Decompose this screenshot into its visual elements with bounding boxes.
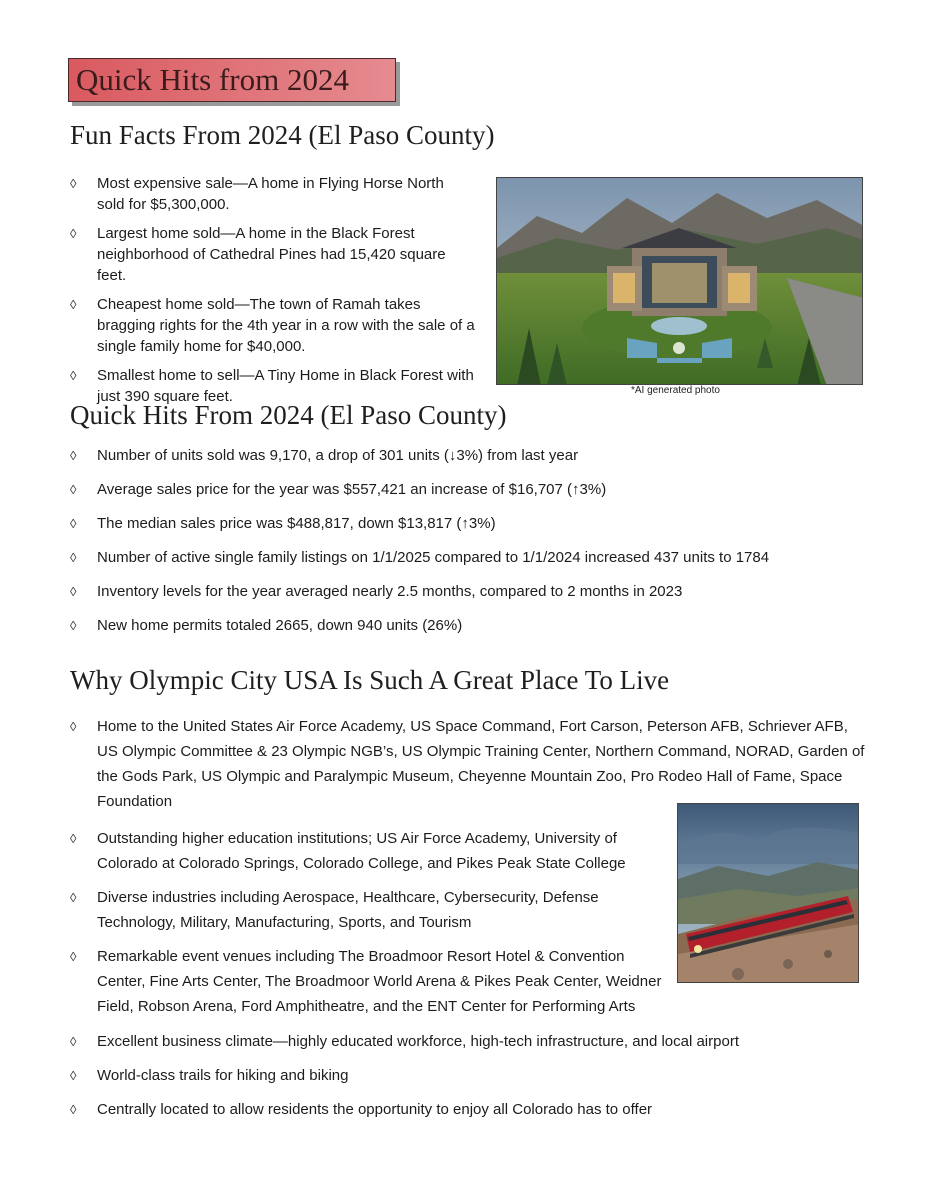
banner-title: Quick Hits from 2024 — [76, 62, 349, 97]
bullet-diamond-icon: ◊ — [70, 1102, 77, 1117]
bullet-diamond-icon: ◊ — [70, 890, 77, 905]
quick-hits-heading: Quick Hits From 2024 (El Paso County) — [70, 400, 507, 430]
olympic-city-list-bottom — [70, 1031, 870, 1120]
list-item: ◊ Diverse industries including Aerospace, Healthcare, Cybersecurity, Defense Technology, Military, Manufacturing, Sports, and Tourism — [70, 885, 670, 935]
list-item: ◊ Cheapest home sold—The town of Ramah takes bragging rights for the 4th year in a row with the sale of a single family home for $40,000. — [70, 296, 475, 355]
olympic-city-list-top — [70, 714, 865, 814]
bullet-diamond-icon: ◊ — [70, 226, 77, 241]
bullet-diamond-icon: ◊ — [70, 949, 77, 964]
list-item: ◊ Excellent business climate—highly educated workforce, high-tech infrastructure, and local airport — [70, 1033, 739, 1050]
page-banner — [68, 58, 396, 102]
mansion-photo — [496, 177, 863, 385]
list-item: ◊ Average sales price for the year was $557,421 an increase of $16,707 (↑3%) — [70, 481, 607, 498]
bullet-diamond-icon: ◊ — [70, 831, 77, 846]
list-item: ◊ Centrally located to allow residents the opportunity to enjoy all Colorado has to offer — [70, 1101, 653, 1118]
bullet-diamond-icon: ◊ — [70, 482, 77, 497]
list-item: ◊ Largest home sold—A home in the Black Forest neighborhood of Cathedral Pines had 15,420 square feet. — [70, 225, 446, 284]
fun-facts-list — [70, 173, 475, 407]
fun-facts-heading: Fun Facts From 2024 (El Paso County) — [70, 120, 495, 150]
list-item: ◊ The median sales price was $488,817, down $13,817 (↑3%) — [70, 515, 496, 532]
list-item: ◊ Smallest home to sell—A Tiny Home in Black Forest with just 390 square feet. — [70, 367, 474, 405]
bullet-diamond-icon: ◊ — [70, 176, 77, 191]
list-item: ◊ Inventory levels for the year averaged nearly 2.5 months, compared to 2 months in 2023 — [70, 583, 683, 600]
bullet-diamond-icon: ◊ — [70, 1034, 77, 1049]
bullet-diamond-icon: ◊ — [70, 448, 77, 463]
list-item: ◊ Remarkable event venues including The Broadmoor Resort Hotel & Convention Center, Fine Arts Center, The Broadmoor World Arena & Pikes Peak Center, Weidner Field, Robson Arena, Ford Amphitheatre, and the ENT Center for Performing Arts — [70, 944, 670, 1019]
bullet-diamond-icon: ◊ — [70, 550, 77, 565]
list-item: ◊ Number of active single family listings on 1/1/2025 compared to 1/1/2024 increased 437 units to 1784 — [70, 549, 770, 566]
bullet-diamond-icon: ◊ — [70, 584, 77, 599]
railway-photo — [677, 803, 859, 983]
photo-caption: *AI generated photo — [631, 385, 720, 396]
list-item: ◊ Number of units sold was 9,170, a drop of 301 units (↓3%) from last year — [70, 447, 579, 464]
olympic-city-list-middle — [70, 826, 670, 1019]
quick-hits-list — [70, 445, 870, 636]
bullet-diamond-icon: ◊ — [70, 516, 77, 531]
bullet-diamond-icon: ◊ — [70, 1068, 77, 1083]
olympic-city-heading: Why Olympic City USA Is Such A Great Place To Live — [70, 665, 670, 695]
bullet-diamond-icon: ◊ — [70, 618, 77, 633]
list-item: ◊ New home permits totaled 2665, down 940 units (26%) — [70, 617, 463, 634]
bullet-diamond-icon: ◊ — [70, 719, 77, 734]
list-item: ◊ World-class trails for hiking and biking — [70, 1067, 349, 1084]
bullet-diamond-icon: ◊ — [70, 297, 77, 312]
list-item: ◊ Home to the United States Air Force Academy, US Space Command, Fort Carson, Peterson AFB, Schriever AFB, US Olympic Committee & 23 Olympic NGB’s, US Olympic Training Center, Northern Command, NORAD, Garden of the Gods Park, US Olympic and Paralympic Museum, Cheyenne Mountain Zoo, Pro Rodeo Hall of Fame, Space Foundation — [70, 714, 865, 814]
list-item: ◊ Most expensive sale—A home in Flying Horse North sold for $5,300,000. — [70, 175, 444, 213]
bullet-diamond-icon: ◊ — [70, 368, 77, 383]
list-item: ◊ Outstanding higher education institutions; US Air Force Academy, University of Colorado at Colorado Springs, Colorado College, and Pikes Peak State College — [70, 826, 670, 876]
